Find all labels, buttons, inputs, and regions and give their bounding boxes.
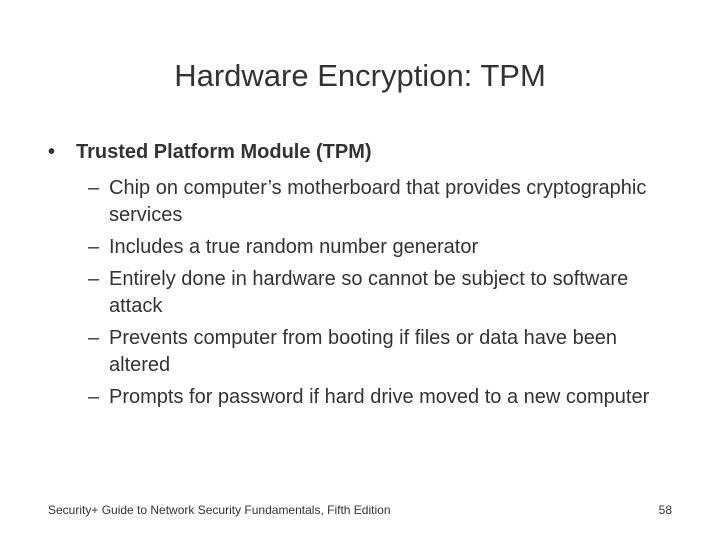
sub-bullet [88,266,668,320]
dash-marker: – [88,327,100,349]
dash-marker: – [88,236,100,258]
sub-bullet-text: Chip on computer’s motherboard that provides cryptographic services [109,177,647,226]
page-number: 58 [658,503,672,517]
sub-bullet [88,175,668,229]
slide-title: Hardware Encryption: TPM [174,58,546,93]
dash-marker: – [88,268,100,290]
footer-source: Security+ Guide to Network Security Fundamentals, Fifth Edition [48,503,391,517]
dash-marker: – [88,177,100,199]
sub-bullet-list [88,175,668,416]
dash-marker: – [88,386,100,408]
sub-bullet-text: Includes a true random number generator [109,236,479,258]
sub-bullet [88,325,668,379]
sub-bullet-text: Prompts for password if hard drive moved to a new computer [109,386,650,408]
main-bullet-text: Trusted Platform Module (TPM) [76,141,372,163]
sub-bullet-text: Prevents computer from booting if files or data have been altered [109,327,618,376]
bullet-marker: • [48,141,56,163]
sub-bullet [88,234,668,261]
sub-bullet [88,384,668,411]
sub-bullet-text: Entirely done in hardware so cannot be subject to software attack [109,268,629,317]
